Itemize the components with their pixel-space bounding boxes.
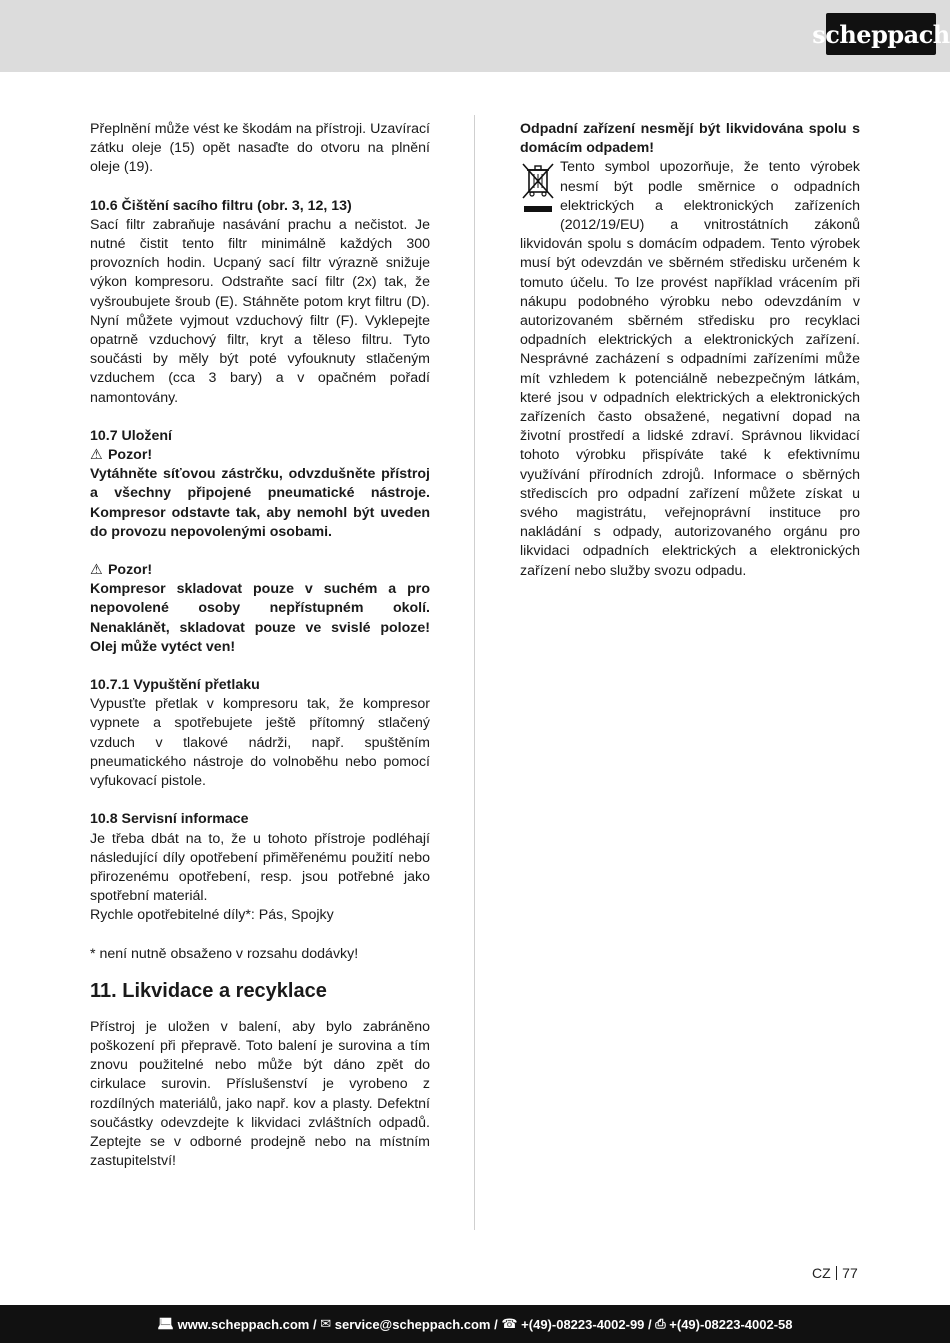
- weee-block: [520, 158, 860, 580]
- section-10-7-heading: 10.7 Uložení: [90, 427, 173, 444]
- right-column: [520, 120, 860, 581]
- section-10-6-heading: 10.6 Čištění sacího filtru (obr. 3, 12, 13): [90, 197, 352, 214]
- section-10-8-parts: Rychle opotřebitelné díly*: Pás, Spojky: [90, 907, 334, 924]
- section-11-heading: 11. Likvidace a recyklace: [90, 979, 327, 1002]
- section-10-7-1-text: Vypusťte přetlak v kompresoru tak, že kompresor vypnete a spotřebujete ještě přítomný stlačený vzduch v tlakové nádrži, např. spuštěním pneumatického nástroje do volnoběhu nebo pomocí vyfukovací pistole.: [90, 696, 430, 790]
- section-10-8-heading: 10.8 Servisní informace: [90, 811, 249, 828]
- weee-text: Tento symbol upozorňuje, že tento výrobek nesmí být podle směrnice o odpadních elektrických a elektronických zařízeních (2012/19/EU) a vnitrostátních zákonů likvidován spolu s domácím odpadem. Tento výrobek musí být odevzdán ve sběrném středisku určeném k tomuto účelu. To lze provést například vrácením při nákupu podobného výrobku nebo odevzdáním v autorizovaném sběrném středisku pro recyklaci odpadních elektrických a elektronických zařízení. Nesprávné zacházení s odpadními zařízeními může mít vzhledem k potenciálně nebezpečným látkám, které jsou v odpadních elektrických a elektronických zařízeních často obsažené, negativní dopad na životní prostředí a lidské zdraví. Správnou likvidací tohoto výrobku přispíváte také k efektivnímu využívání přírodních zdrojů. Informace o sběrných střediscích pro odpadní zařízení můžete získat u svého magistrátu, veřejnoprávní instituce pro nakládání s odpady, autorizovaného orgánu pro likvidaci odpadních elektrických a elektronických zařízení nebo služby svozu odpadu.: [520, 159, 860, 579]
- intro-paragraph: Přeplnění může vést ke škodám na přístroji. Uzavírací zátku oleje (15) opět nasaďte do otvoru na plnění oleje (19).: [90, 121, 430, 176]
- header-bar: [0, 0, 950, 72]
- footer-fax: +(49)-08223-4002-58: [669, 1316, 793, 1332]
- footer-email[interactable]: service@scheppach.com /: [334, 1316, 498, 1332]
- page-language: CZ: [812, 1265, 831, 1281]
- weee-heading: Odpadní zařízení nesmějí být likvidována spolu s domácím odpadem!: [520, 121, 860, 157]
- page-number-separator: [836, 1266, 838, 1280]
- section-10-8-note: * není nutně obsaženo v rozsahu dodávky!: [90, 945, 359, 962]
- section-11-text: Přístroj je uložen v balení, aby bylo zabráněno poškození při přepravě. Toto balení je surovina a tím znovu použitelné nebo může být dáno zpět do cirkulace surovin. Příslušenství je vyrobeno z rozdílných materiálů, jako např. kov a plasty. Defektní součástky odevzdejte k likvidaci zvláštních odpadů. Zeptejte se v odborné prodejně nebo na místním zastupitelství!: [90, 1018, 430, 1170]
- warning-heading-1: [90, 446, 430, 465]
- warning-label: Pozor!: [107, 562, 153, 579]
- section-10-7-1-heading: 10.7.1 Vypuštění přetlaku: [90, 677, 260, 694]
- phone-icon: ☎: [501, 1316, 518, 1331]
- column-divider: [474, 115, 475, 1230]
- crossed-bin-icon: [520, 160, 556, 220]
- scheppach-logo: scheppach: [826, 13, 936, 55]
- fax-icon: ⎙: [655, 1316, 666, 1331]
- warning-triangle-icon: ⚠: [90, 447, 103, 464]
- warning-label: Pozor!: [107, 447, 153, 464]
- footer-bar: [0, 1305, 950, 1343]
- warning-triangle-icon: ⚠: [90, 562, 103, 579]
- footer-phone: +(49)-08223-4002-99 /: [521, 1316, 652, 1332]
- warning-text-2: Kompresor skladovat pouze v suchém a pro nepovolené osoby nepřístupném okolí. Nenaklánět, skladovat pouze ve svislé poloze! Olej může vytéct ven!: [90, 581, 430, 655]
- computer-icon: 💻︎: [157, 1316, 174, 1331]
- warning-text-1: Vytáhněte síťovou zástrčku, odvzdušněte přístroj a všechny připojené pneumatické nástroje. Kompresor odstavte tak, aby nemohl být uveden do provozu nepovolenými osobami.: [90, 466, 430, 540]
- section-10-8-text: Je třeba dbát na to, že u tohoto přístroje podléhají následující díly opotřebení přiměřenému použití nebo přirozenému opotřebení, resp. jsou potřebné jako spotřební materiál.: [90, 830, 430, 905]
- page-number-value: 77: [842, 1265, 858, 1281]
- section-10-6-text: Sací filtr zabraňuje nasávání prachu a nečistot. Je nutné čistit tento filtr minimálně každých 300 provozních hodin. Ucpaný sací filtr výrazně snižuje výkon kompresoru. Odstraňte sací filtr (2x) tak, že vyšroubujete šroub (E). Stáhněte potom kryt filtru (D). Nyní můžete vyjmout vzduchový filtr (F). Vyklepejte opatrně vzduchový filtr, kryt a těleso filtru. Tyto součásti by měly být poté vyfouknuty stlačeným vzduchem (cca 3 bary) a v opačném pořadí namontovány.: [90, 216, 430, 406]
- email-icon: ✉: [320, 1316, 332, 1331]
- footer-web[interactable]: www.scheppach.com /: [177, 1316, 317, 1332]
- left-column: [90, 120, 430, 1171]
- warning-heading-2: [90, 561, 430, 580]
- page-number: [812, 1265, 858, 1281]
